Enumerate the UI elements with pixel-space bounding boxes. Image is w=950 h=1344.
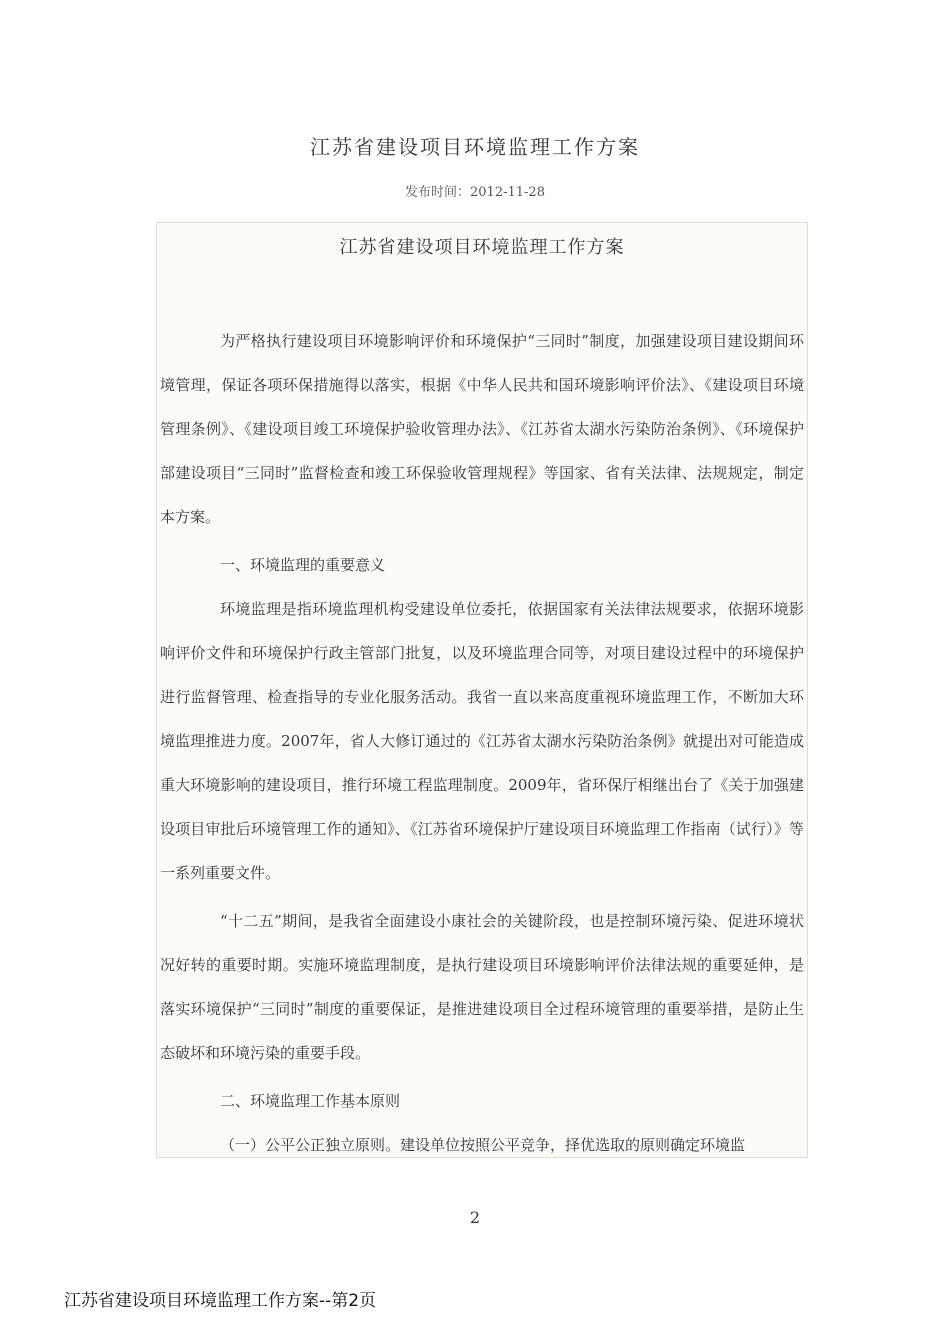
article-title: 江苏省建设项目环境监理工作方案 bbox=[339, 237, 625, 258]
paragraph-group-6 bbox=[160, 1123, 804, 1158]
publish-date: 发布时间：2012-11-28 bbox=[405, 185, 545, 200]
paragraph-five-year-plan: “十二五”期间，是我省全面建设小康社会的关键阶段，也是控制环境污染、促进环境状况好转的重要时期。实施环境监理制度，是执行建设项目环境影响评价法律法规的重要延伸，是落实环境保护“三同时”制度的重要保证，是推进建设项目全过程环境管理的重要举措，是防止生态破坏和环境污染的重要手段。 bbox=[160, 912, 804, 1062]
paragraph-group-2 bbox=[160, 543, 804, 587]
paragraph-intro: 为严格执行建设项目环境影响评价和环境保护“三同时”制度，加强建设项目建设期间环境管理，保证各项环保措施得以落实，根据《中华人民共和国环境影响评价法》、《建设项目环境管理条例》、《建设项目竣工环境保护验收管理办法》、《江苏省太湖水污染防治条例》、《环境保护部建设项目“三同时”监督检查和竣工环保验收管理规程》等国家、省有关法律、法规规定，制定本方案。 bbox=[160, 332, 804, 526]
paragraph-group-3 bbox=[160, 587, 804, 895]
article-content-box bbox=[156, 222, 808, 1158]
paragraph-significance: 环境监理是指环境监理机构受建设单位委托，依据国家有关法律法规要求，依据环境影响评价文件和环境保护行政主管部门批复，以及环境监理合同等，对项目建设过程中的环境保护进行监督管理、检查指导的专业化服务活动。我省一直以来高度重视环境监理工作，不断加大环境监理推进力度。2007年，省人大修订通过的《江苏省太湖水污染防治条例》就提出对可能造成重大环境影响的建设项目，推行环境工程监理制度。2009年，省环保厅相继出台了《关于加强建设项目审批后环境管理工作的通知》、《江苏省环境保护厅建设项目环境监理工作指南（试行）》等一系列重要文件。 bbox=[160, 600, 804, 882]
section-heading-2: 二、环境监理工作基本原则 bbox=[220, 1092, 401, 1110]
paragraph-group-4 bbox=[160, 899, 804, 1075]
page-number: 2 bbox=[469, 1208, 481, 1227]
paragraph-group-1 bbox=[160, 319, 804, 539]
paragraph-group-5 bbox=[160, 1079, 804, 1123]
footer-caption: 江苏省建设项目环境监理工作方案--第2页 bbox=[64, 1291, 377, 1311]
section-heading-1: 一、环境监理的重要意义 bbox=[220, 556, 386, 574]
paragraph-principle-1: （一）公平公正独立原则。建设单位按照公平竞争，择优选取的原则确定环境监 bbox=[220, 1136, 746, 1154]
document-title: 江苏省建设项目环境监理工作方案 bbox=[310, 135, 640, 159]
